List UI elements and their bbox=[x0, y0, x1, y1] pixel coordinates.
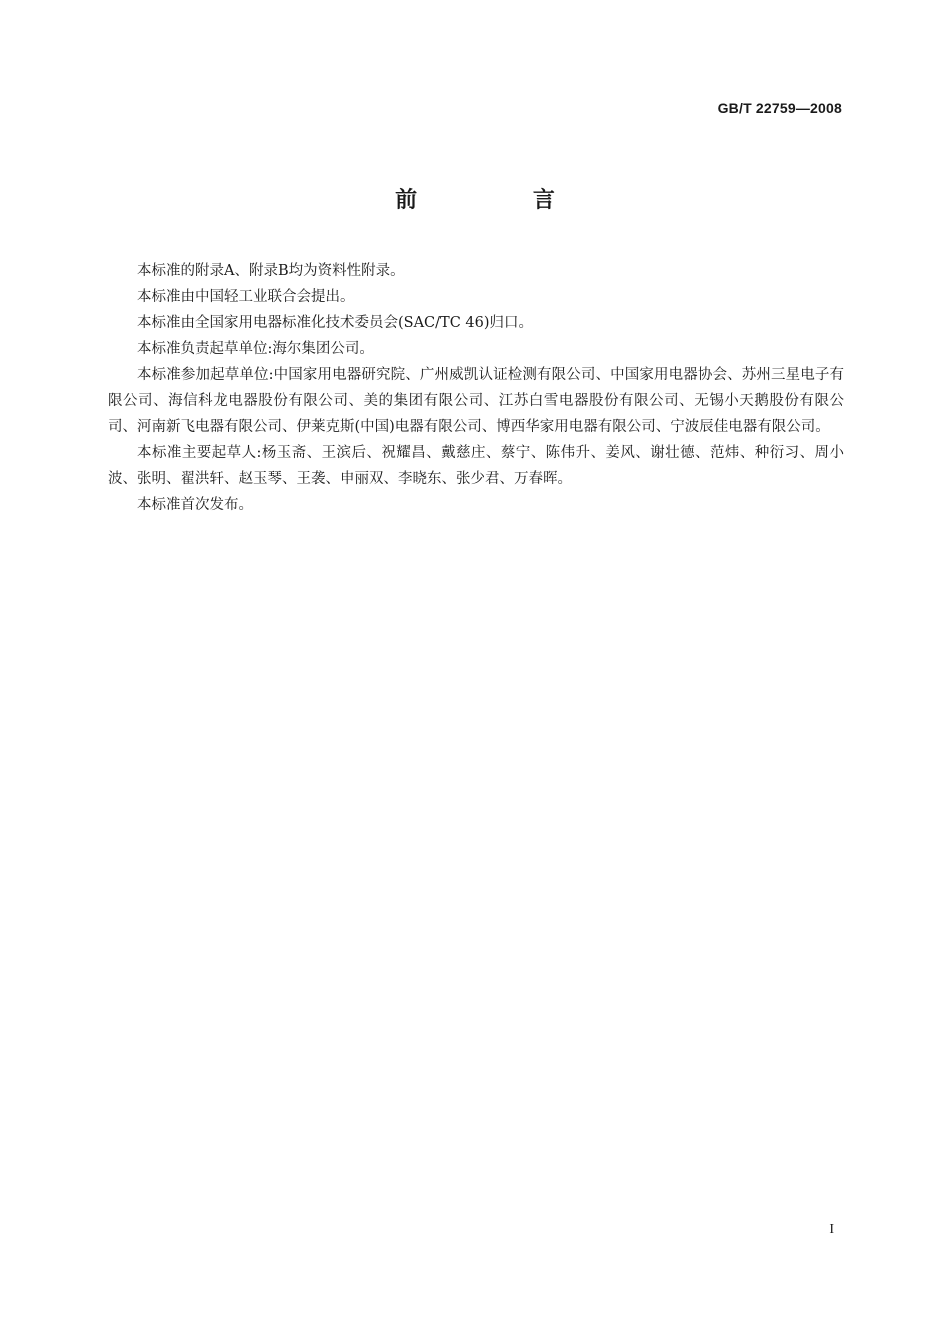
page-number: I bbox=[829, 1222, 834, 1237]
paragraph-first-issue: 本标准首次发布。 bbox=[137, 497, 253, 513]
paragraph-committee: 本标准由全国家用电器标准化技术委员会(SAC/TC 46)归口。 bbox=[137, 315, 534, 331]
paragraph-responsible-drafter: 本标准负责起草单位:海尔集团公司。 bbox=[137, 341, 374, 357]
paragraph-participating-drafters: 本标准参加起草单位:中国家用电器研究院、广州威凯认证检测有限公司、中国家用电器协会、苏州三星电子有限公司、海信科龙电器股份有限公司、美的集团有限公司、江苏白雪电器股份有限公司、无锡小天鹅股份有限公司、河南新飞电器有限公司、伊莱克斯(中国)电器有限公司、博西华家用电器有限公司、宁波辰佳电器有限公司。 bbox=[108, 367, 844, 435]
paragraph-main-drafters: 本标准主要起草人:杨玉斋、王滨后、祝耀昌、戴慈庄、蔡宁、陈伟升、姜风、谢壮德、范炜、种衍习、周小波、张明、翟洪轩、赵玉琴、王袭、申丽双、李晓东、张少君、万春晖。 bbox=[108, 445, 844, 487]
foreword-body bbox=[108, 258, 844, 518]
paragraph-appendix-note: 本标准的附录A、附录B均为资料性附录。 bbox=[137, 263, 405, 279]
page-title: 前 言 bbox=[395, 188, 609, 213]
paragraph-proposer: 本标准由中国轻工业联合会提出。 bbox=[137, 289, 355, 305]
standard-code: GB/T 22759—2008 bbox=[717, 100, 842, 116]
